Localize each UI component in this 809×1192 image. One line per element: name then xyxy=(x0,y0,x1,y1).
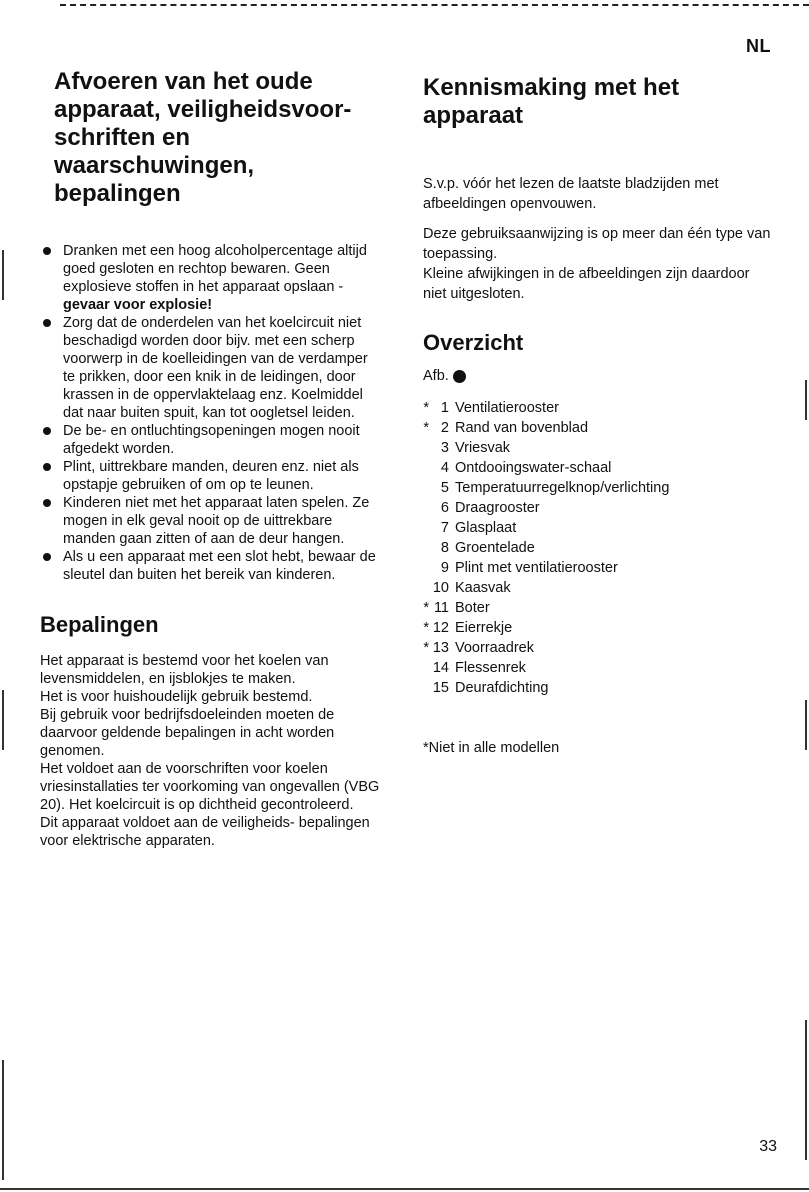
safety-bullet xyxy=(40,242,380,314)
heading-line: Kennismaking met het xyxy=(423,74,680,101)
part-item xyxy=(423,518,773,538)
safety-bullet xyxy=(40,314,380,422)
rules-paragraph: Het apparaat is bestemd voor het koelen van levensmiddelen, en ijsblokjes te maken. xyxy=(40,653,329,687)
part-number: 7 xyxy=(440,520,449,536)
bullet-text: Zorg dat de onderdelen van het koelcircuit niet beschadigd worden door bijv. met een scherp voorwerp in de koelleidingen van de verdamper te prikken, door een knik in de leidingen, door krassen in de oppervlaktelaag enz. Koelmiddel dat naar buiten spuit, kan tot oogletsel leiden. xyxy=(63,315,368,421)
introduction-heading xyxy=(423,74,773,130)
heading-line: Afvoeren van het oude xyxy=(54,68,313,95)
intro-paragraph: Kleine afwijkingen in de afbeeldingen zijn daardoor niet uitgesloten. xyxy=(423,266,750,302)
scan-edge-bottom xyxy=(0,1188,809,1190)
part-number: 14 xyxy=(432,660,449,676)
explosion-warning: gevaar voor explosie! xyxy=(63,297,213,313)
part-item xyxy=(423,558,773,578)
overview-heading: Overzicht xyxy=(423,330,524,355)
part-label: Deurafdichting xyxy=(455,680,549,696)
rules-body xyxy=(40,652,380,850)
intro-paragraph: Deze gebruiksaanwijzing is op meer dan één type van toepassing. xyxy=(423,226,771,262)
scan-mark xyxy=(805,700,807,750)
disposal-safety-heading xyxy=(40,68,380,208)
part-label: Ontdooingswater-schaal xyxy=(455,460,612,476)
part-label: Groentelade xyxy=(455,540,535,556)
part-number: 1 xyxy=(440,400,449,416)
part-item xyxy=(423,578,773,598)
heading-line: bepalingen xyxy=(54,180,181,207)
part-number: 11 xyxy=(433,600,449,616)
rules-paragraph: Dit apparaat voldoet aan de veiligheids- bepalingen voor elektrische apparaten. xyxy=(40,815,370,849)
part-optional-mark: * xyxy=(423,620,429,636)
part-item xyxy=(423,458,773,478)
part-label: Temperatuurregelknop/verlichting xyxy=(455,480,670,496)
bullet-text: Als u een apparaat met een slot hebt, bewaar de sleutel dan buiten het bereik van kinderen. xyxy=(63,549,376,583)
rules-paragraph: Het voldoet aan de voorschriften voor koelen vriesinstallaties ter voorkoming van ongevallen (VBG 20). Het koelcircuit is op dichtheid gecontroleerd. xyxy=(40,761,380,813)
part-number: 6 xyxy=(440,500,449,516)
part-number: 4 xyxy=(440,460,449,476)
rules-paragraph: Bij gebruik voor bedrijfsdoeleinden moeten de daarvoor geldende bepalingen in acht worden genomen. xyxy=(40,707,335,759)
safety-bullet xyxy=(40,548,380,584)
part-number: 2 xyxy=(440,420,449,436)
rules-heading: Bepalingen xyxy=(40,612,159,637)
bullet-text: Plint, uittrekbare manden, deuren enz. niet als opstapje gebruiken of om op te leunen. xyxy=(63,459,359,493)
part-label: Voorraadrek xyxy=(455,640,534,656)
part-item xyxy=(423,398,773,418)
part-optional-mark: * xyxy=(423,420,429,436)
part-optional-mark: * xyxy=(423,400,429,416)
part-number: 15 xyxy=(432,680,449,696)
figure-number-badge-icon xyxy=(453,370,466,383)
parts-list xyxy=(423,398,773,698)
heading-line: apparaat, veiligheidsvoor- xyxy=(54,96,352,123)
bullet-text: Kinderen niet met het apparaat laten spelen. Ze mogen in elk geval nooit op de uittrekbare manden gaan zitten of aan de deur hangen. xyxy=(63,495,370,547)
scan-mark xyxy=(2,250,4,300)
part-item xyxy=(423,658,773,678)
figure-label: Afb. xyxy=(423,368,449,384)
page-number: 33 xyxy=(759,1138,777,1155)
part-label: Plint met ventilatierooster xyxy=(455,560,618,576)
part-item xyxy=(423,418,773,438)
part-number: 10 xyxy=(432,580,449,596)
heading-line: schriften en waarschuwingen, xyxy=(54,124,255,179)
part-item xyxy=(423,498,773,518)
part-optional-mark: * xyxy=(423,600,429,616)
safety-bullet xyxy=(40,422,380,458)
part-label: Eierrekje xyxy=(455,620,513,636)
part-label: Draagrooster xyxy=(455,500,540,516)
part-number: 9 xyxy=(440,560,449,576)
part-item xyxy=(423,638,773,658)
part-number: 5 xyxy=(440,480,449,496)
part-label: Rand van bovenblad xyxy=(455,420,589,436)
part-number: 8 xyxy=(440,540,449,556)
figure-reference xyxy=(423,366,773,386)
part-item xyxy=(423,538,773,558)
part-label: Vriesvak xyxy=(455,440,511,456)
part-label: Ventilatierooster xyxy=(455,400,559,416)
footnote: *Niet in alle modellen xyxy=(423,740,560,756)
part-number: 3 xyxy=(440,440,449,456)
introduction-text xyxy=(423,174,773,304)
safety-bullet-list xyxy=(40,242,380,584)
right-column xyxy=(423,74,773,758)
part-item xyxy=(423,438,773,458)
intro-paragraph: S.v.p. vóór het lezen de laatste bladzijden met afbeeldingen openvouwen. xyxy=(423,176,719,212)
part-item xyxy=(423,618,773,638)
part-item xyxy=(423,478,773,498)
bullet-text: Dranken met een hoog alcoholpercentage altijd goed gesloten en rechtop bewaren. Geen explosieve stoffen in het apparaat opslaan - xyxy=(63,243,367,295)
part-number: 12 xyxy=(432,620,449,636)
part-label: Glasplaat xyxy=(455,520,517,536)
part-optional-mark: * xyxy=(423,640,429,656)
scan-mark xyxy=(805,380,807,420)
rules-paragraph: Het is voor huishoudelijk gebruik bestemd. xyxy=(40,689,313,705)
part-label: Flessenrek xyxy=(455,660,526,676)
heading-line: apparaat xyxy=(423,102,524,129)
part-item xyxy=(423,678,773,698)
part-number: 13 xyxy=(432,640,449,656)
part-label: Boter xyxy=(455,600,490,616)
scan-mark xyxy=(2,1060,4,1180)
language-code: NL xyxy=(746,36,771,56)
part-label: Kaasvak xyxy=(455,580,511,596)
part-item xyxy=(423,598,773,618)
scan-mark xyxy=(2,690,4,750)
safety-bullet xyxy=(40,494,380,548)
scan-mark xyxy=(805,1020,807,1160)
scan-edge-top xyxy=(60,4,809,6)
safety-bullet xyxy=(40,458,380,494)
bullet-text: De be- en ontluchtingsopeningen mogen nooit afgedekt worden. xyxy=(63,423,360,457)
left-column xyxy=(40,68,380,850)
